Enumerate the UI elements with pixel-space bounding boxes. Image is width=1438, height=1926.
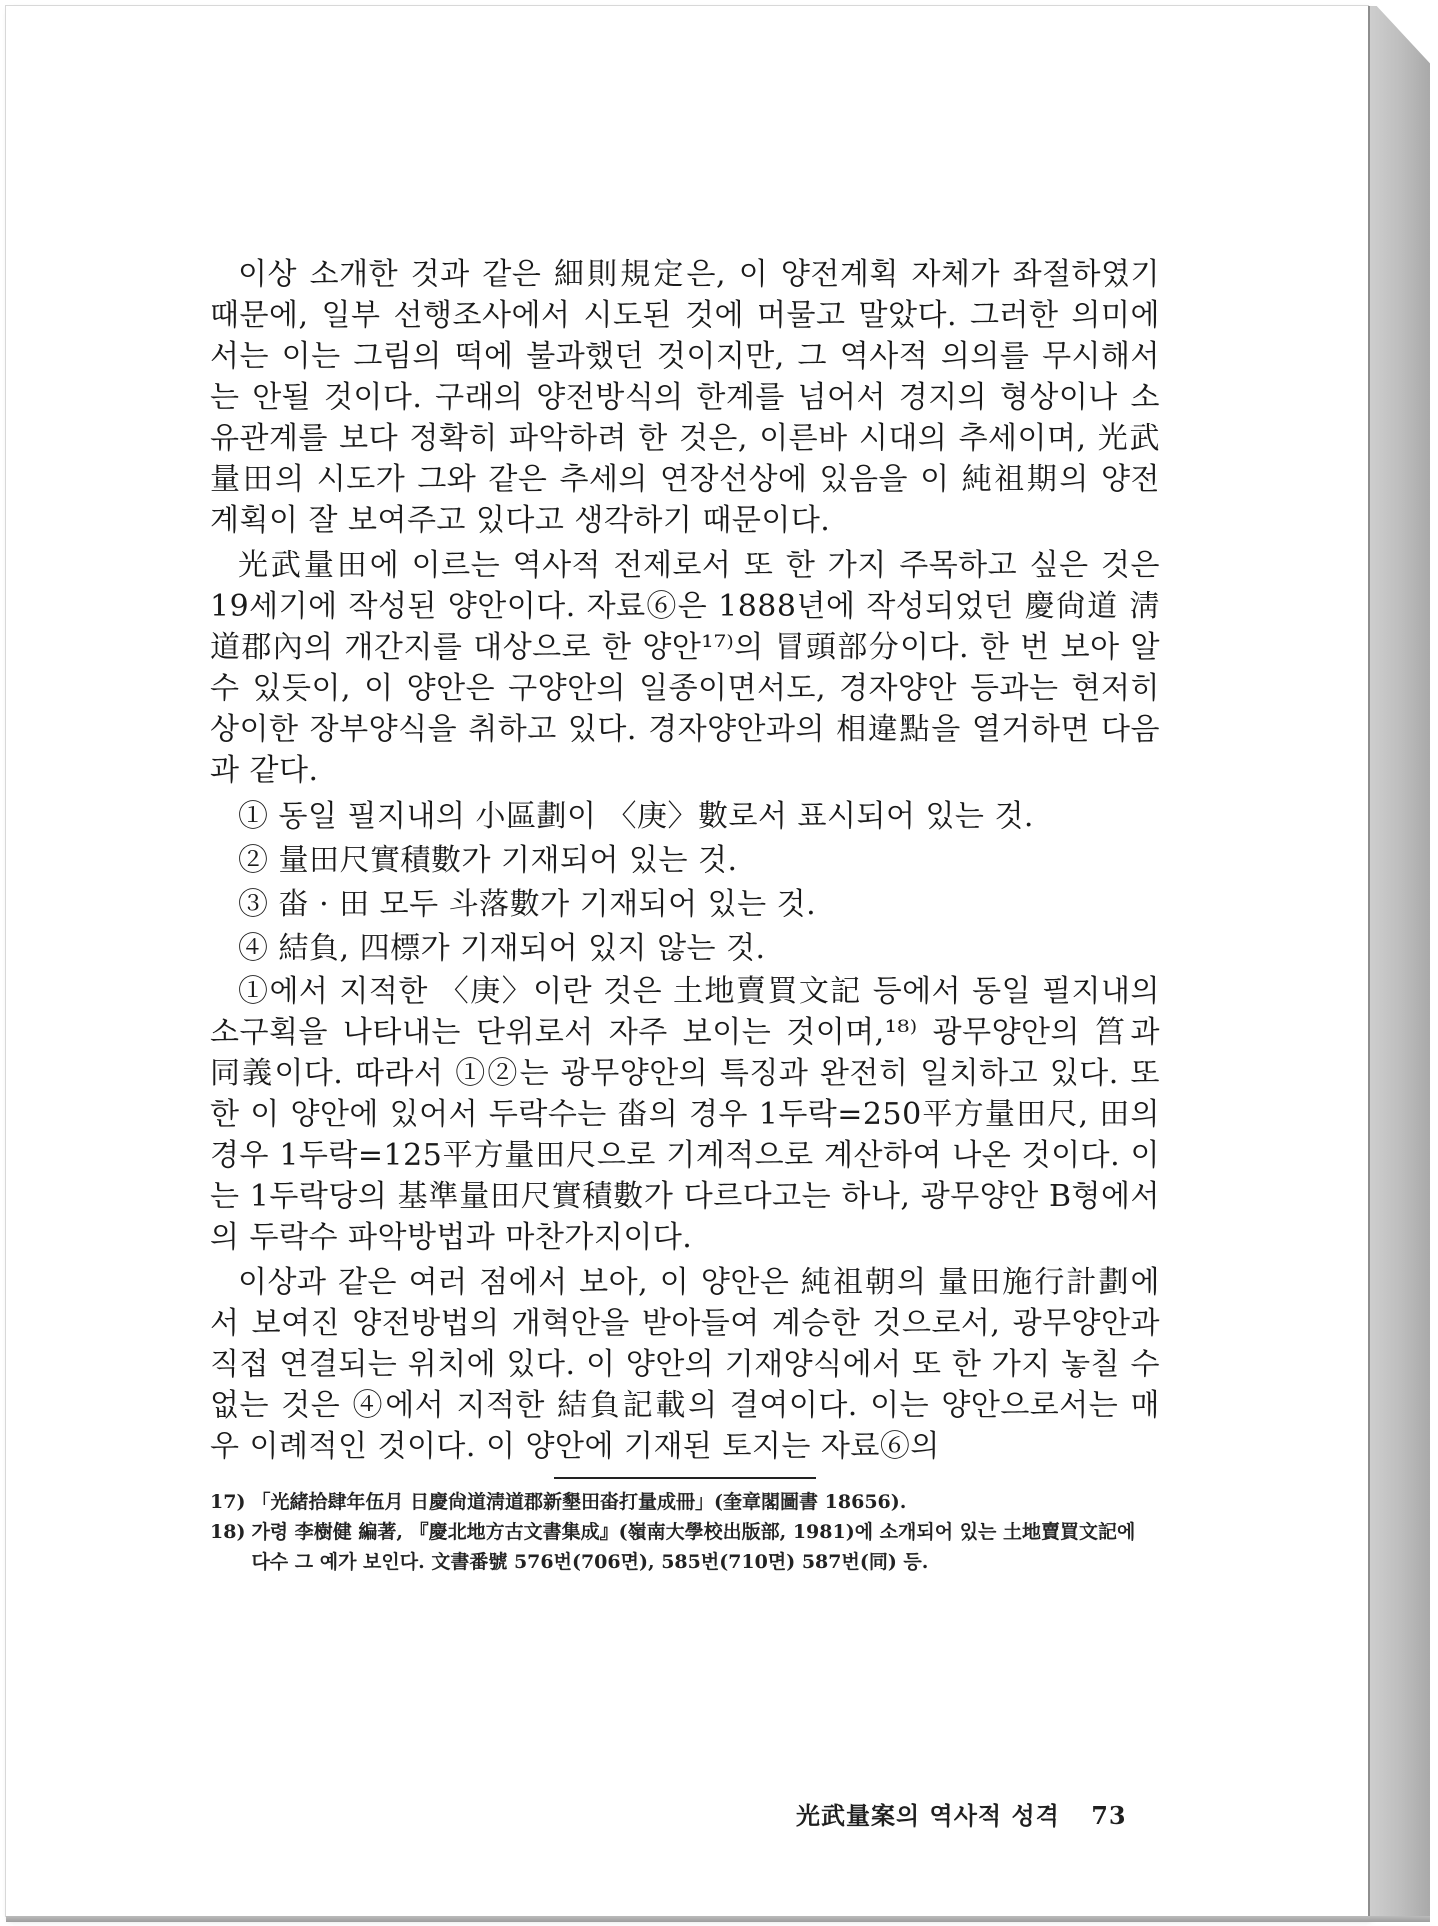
footnote-text: 가령 李樹健 編著, 『慶北地方古文書集成』(嶺南大學校出版部, 1981)에 소개되어 있는 土地賣買文記에 다수 그 예가 보인다. 文書番號 576번(706면), 585번(710면) 587번(同) 등. (251, 1521, 1136, 1573)
differences-list (210, 795, 1160, 971)
list-item: ① 동일 필지내의 小區劃이 〈庚〉數로서 표시되어 있는 것. (238, 799, 1034, 834)
page-footer (796, 1796, 1127, 1831)
footnote (210, 1517, 1160, 1577)
page-body (210, 254, 1160, 1577)
footnote-text: 「光緒拾肆年伍月 日慶尙道淸道郡新墾田畓打量成冊」(奎章閣圖書 18656). (251, 1491, 907, 1513)
footnote-divider (554, 1477, 816, 1479)
page-number: 73 (1091, 1801, 1127, 1830)
footnote-number: 17) (210, 1491, 246, 1513)
body-paragraph-2: 光武量田에 이르는 역사적 전제로서 또 한 가지 주목하고 싶은 것은 19세기에 작성된 양안이다. 자료⑥은 1888년에 작성되었던 慶尙道 淸道郡內의 개간지를 대상으로 한 양안¹⁷⁾의 冒頭部分이다. 한 번 보아 알 수 있듯이, 이 양안은 구양안의 일종이면서도, 경자양안 등과는 현저히 상이한 장부양식을 취하고 있다. 경자양안과의 相違點을 열거하면 다음과 같다. (210, 548, 1160, 788)
footnotes (210, 1487, 1160, 1577)
body-paragraph-4: 이상과 같은 여러 점에서 보아, 이 양안은 純祖朝의 量田施行計劃에서 보여진 양전방법의 개혁안을 받아들여 계승한 것으로서, 광무양안과 직접 연결되는 위치에 있다. 이 양안의 기재양식에서 또 한 가지 놓칠 수 없는 것은 ④에서 지적한 結負記載의 결여이다. 이는 양안으로서는 매우 이례적인 것이다. 이 양안에 기재된 토지는 자료⑥의 (210, 1265, 1160, 1464)
footnote-number: 18) (210, 1521, 246, 1543)
list-item: ③ 畓 · 田 모두 斗落數가 기재되어 있는 것. (238, 887, 817, 922)
list-item: ④ 結負, 四標가 기재되어 있지 않는 것. (238, 931, 766, 966)
list-item: ② 量田尺實積數가 기재되어 있는 것. (238, 843, 738, 878)
page-stack-edge (1368, 6, 1430, 1918)
footnote (210, 1487, 1160, 1517)
body-paragraph-1: 이상 소개한 것과 같은 細則規定은, 이 양전계획 자체가 좌절하였기 때문에, 일부 선행조사에서 시도된 것에 머물고 말았다. 그러한 의미에서는 이는 그림의 떡에 불과했던 것이지만, 그 역사적 의의를 무시해서는 안될 것이다. 구래의 양전방식의 한계를 넘어서 경지의 형상이나 소유관계를 보다 정확히 파악하려 한 것은, 이른바 시대의 추세이며, 光武量田의 시도가 그와 같은 추세의 연장선상에 있음을 이 純祖期의 양전계획이 잘 보여주고 있다고 생각하기 때문이다. (210, 257, 1160, 538)
body-paragraph-3: ①에서 지적한 〈庚〉이란 것은 土地賣買文記 등에서 동일 필지내의 소구획을 나타내는 단위로서 자주 보이는 것이며,¹⁸⁾ 광무양안의 筥과 同義이다. 따라서 ①②는 광무양안의 특징과 완전히 일치하고 있다. 또한 이 양안에 있어서 두락수는 畓의 경우 1두락=250平方量田尺, 田의 경우 1두락=125平方量田尺으로 기계적으로 계산하여 나온 것이다. 이는 1두락당의 基準量田尺實積數가 다르다고는 하나, 광무양안 B형에서의 두락수 파악방법과 마찬가지이다. (210, 974, 1160, 1255)
running-title: 光武量案의 역사적 성격 (796, 1801, 1060, 1830)
page-stack-bottom-edge (6, 1916, 1430, 1922)
book-page (6, 6, 1368, 1916)
